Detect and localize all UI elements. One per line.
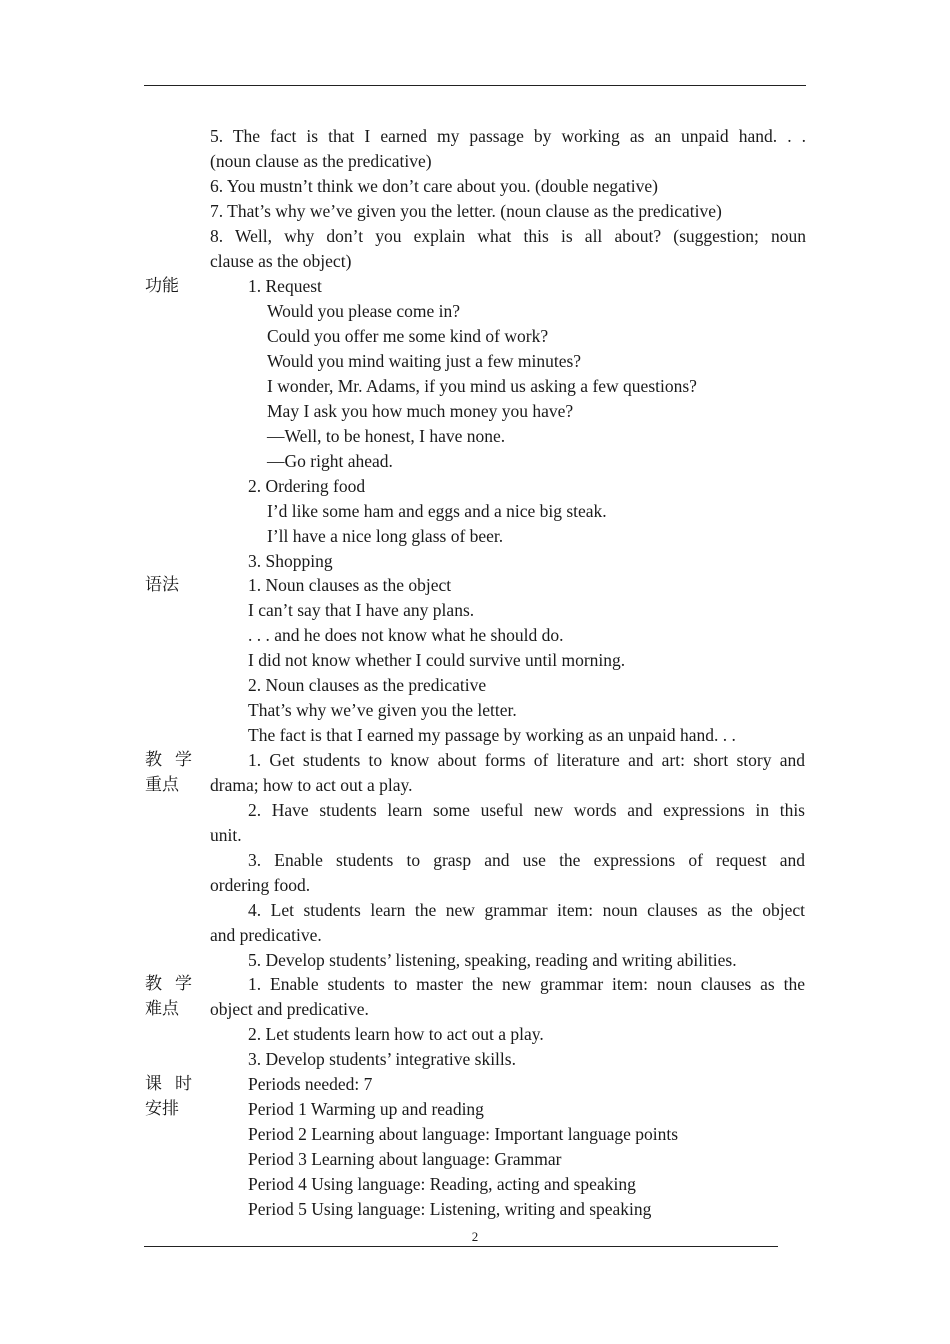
function-example: I’ll have a nice long glass of beer. xyxy=(267,526,504,546)
function-heading: 1. Request xyxy=(248,276,322,296)
footer-rule xyxy=(144,1246,778,1247)
section-label-difficult-points: 教 学 xyxy=(145,974,192,994)
example-line: 6. You mustn’t think we don’t care about you. (double negative) xyxy=(210,176,658,196)
example-line: 7. That’s why we’ve given you the letter. (noun clause as the predicative) xyxy=(210,201,722,221)
grammar-line: 2. Noun clauses as the predicative xyxy=(248,675,487,695)
schedule-line: Period 5 Using language: Listening, writing and speaking xyxy=(248,1199,652,1219)
key-point-line: 1. Get students to know about forms of literature and art: short story and xyxy=(248,750,805,770)
function-example: Could you offer me some kind of work? xyxy=(267,326,549,346)
key-point-line: drama; how to act out a play. xyxy=(210,775,413,795)
grammar-line: The fact is that I earned my passage by working as an unpaid hand. . . xyxy=(248,725,736,745)
function-example: May I ask you how much money you have? xyxy=(267,401,574,421)
function-example: I wonder, Mr. Adams, if you mind us asking a few questions? xyxy=(267,376,697,396)
key-point-line: 2. Have students learn some useful new words and expressions in this xyxy=(248,800,805,820)
key-point-line: unit. xyxy=(210,825,242,845)
function-example: I’d like some ham and eggs and a nice big steak. xyxy=(267,501,607,521)
example-line: 5. The fact is that I earned my passage by working as an unpaid hand. . . xyxy=(210,126,806,146)
grammar-line: That’s why we’ve given you the letter. xyxy=(248,700,517,720)
schedule-line: Period 2 Learning about language: Important language points xyxy=(248,1124,679,1144)
grammar-line: 1. Noun clauses as the object xyxy=(248,575,452,595)
example-line: 8. Well, why don’t you explain what this is all about? (suggestion; noun xyxy=(210,226,806,246)
section-label-schedule: 课 时 xyxy=(145,1074,192,1094)
page-number: 2 xyxy=(471,1229,479,1244)
key-point-line: ordering food. xyxy=(210,875,311,895)
key-point-line: 3. Enable students to grasp and use the expressions of request and xyxy=(248,850,805,870)
section-label-key-points-2: 重点 xyxy=(145,775,179,795)
section-label-schedule-2: 安排 xyxy=(145,1099,179,1119)
key-point-line: 5. Develop students’ listening, speaking, reading and writing abilities. xyxy=(248,950,737,970)
section-label-grammar: 语法 xyxy=(145,575,179,595)
schedule-line: Period 3 Learning about language: Grammar xyxy=(248,1149,562,1169)
key-point-line: 4. Let students learn the new grammar item: noun clauses as the object xyxy=(248,900,805,920)
example-line: clause as the object) xyxy=(210,251,352,271)
grammar-line: . . . and he does not know what he should do. xyxy=(248,625,564,645)
header-rule xyxy=(144,85,806,86)
grammar-line: I can’t say that I have any plans. xyxy=(248,600,475,620)
section-label-key-points: 教 学 xyxy=(145,750,192,770)
difficult-point-line: 1. Enable students to master the new grammar item: noun clauses as the xyxy=(248,974,805,994)
schedule-line: Period 4 Using language: Reading, acting and speaking xyxy=(248,1174,636,1194)
section-label-function: 功能 xyxy=(145,276,179,296)
example-line: (noun clause as the predicative) xyxy=(210,151,432,171)
schedule-line: Periods needed: 7 xyxy=(248,1074,373,1094)
grammar-line: I did not know whether I could survive until morning. xyxy=(248,650,626,670)
function-heading: 2. Ordering food xyxy=(248,476,366,496)
function-example: —Well, to be honest, I have none. xyxy=(267,426,506,446)
difficult-point-line: object and predicative. xyxy=(210,999,369,1019)
function-example: —Go right ahead. xyxy=(267,451,393,471)
function-heading: 3. Shopping xyxy=(248,551,333,571)
section-label-difficult-points-2: 难点 xyxy=(145,999,179,1019)
function-example: Would you please come in? xyxy=(267,301,460,321)
key-point-line: and predicative. xyxy=(210,925,322,945)
function-example: Would you mind waiting just a few minutes? xyxy=(267,351,582,371)
schedule-line: Period 1 Warming up and reading xyxy=(248,1099,484,1119)
difficult-point-line: 3. Develop students’ integrative skills. xyxy=(248,1049,516,1069)
difficult-point-line: 2. Let students learn how to act out a play. xyxy=(248,1024,544,1044)
